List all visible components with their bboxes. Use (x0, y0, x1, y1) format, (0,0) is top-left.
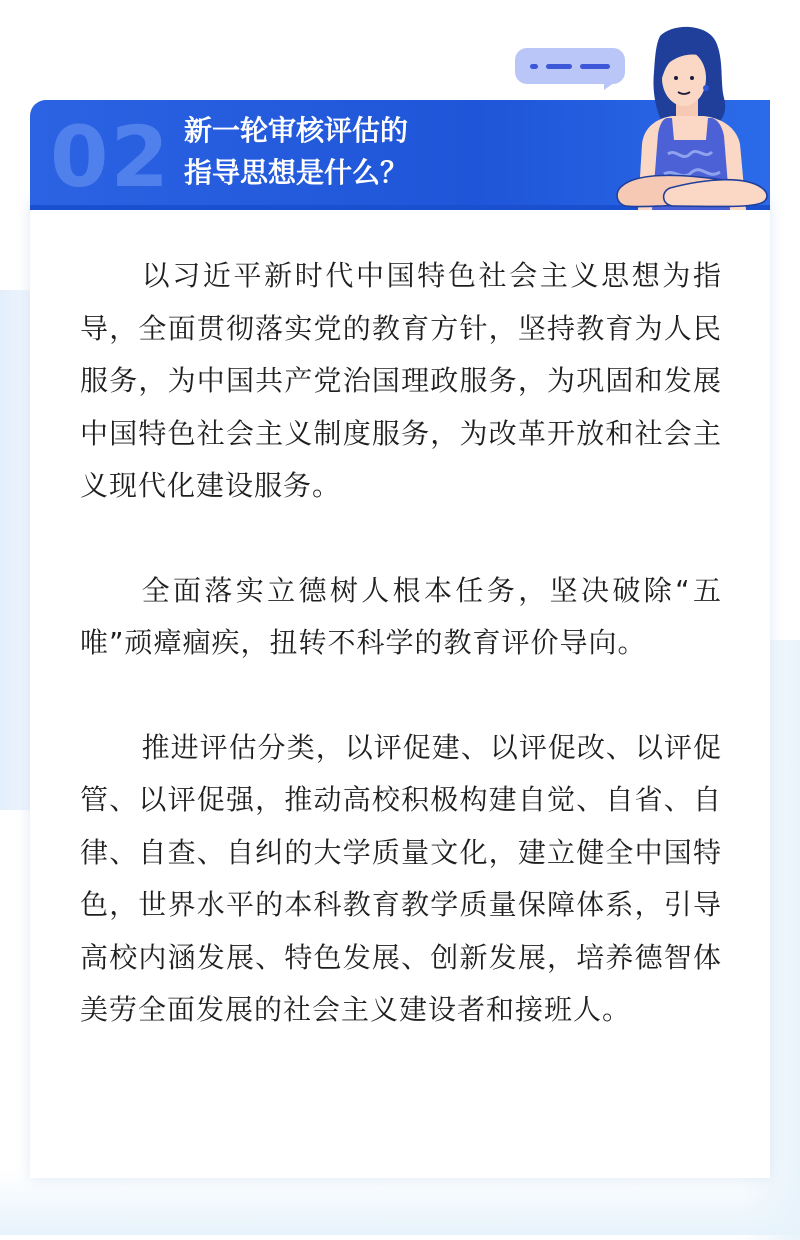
bubble-dash (580, 64, 610, 69)
girl-illustration-icon (612, 22, 772, 210)
bubble-dot (530, 64, 538, 69)
paragraph-evaluation-classification: 推进评估分类，以评促建、以评促改、以评促管、以评促强，推动高校积极构建自觉、自省、自律、自查、自纠的大学质量文化，建立健全中国特色，世界水平的本科教育教学质量保障体系，引导高校内涵发展、特色发展、创新发展，培养德智体美劳全面发展的社会主义建设者和接班人。 (80, 730, 722, 1026)
section-title-line-2: 指导思想是什么？ (184, 156, 409, 189)
section-title-line-1: 新一轮审核评估的 (184, 114, 409, 147)
background-glow-bottom (0, 1170, 800, 1235)
article-body (80, 250, 722, 1089)
paragraph-moral-education: 全面落实立德树人根本任务，坚决破除“五唯”顽瘴痼疾，扭转不科学的教育评价导向。 (80, 573, 722, 659)
section-number: 02 (50, 108, 171, 206)
paragraph-guiding-ideology: 以习近平新时代中国特色社会主义思想为指导，全面贯彻落实党的教育方针，坚持教育为人民服务，为中国共产党治国理政服务，为巩固和发展中国特色社会主义制度服务，为改革开放和社会主义现代化建设服务。 (80, 259, 722, 502)
bubble-dash (546, 64, 572, 69)
section-title (184, 110, 408, 194)
